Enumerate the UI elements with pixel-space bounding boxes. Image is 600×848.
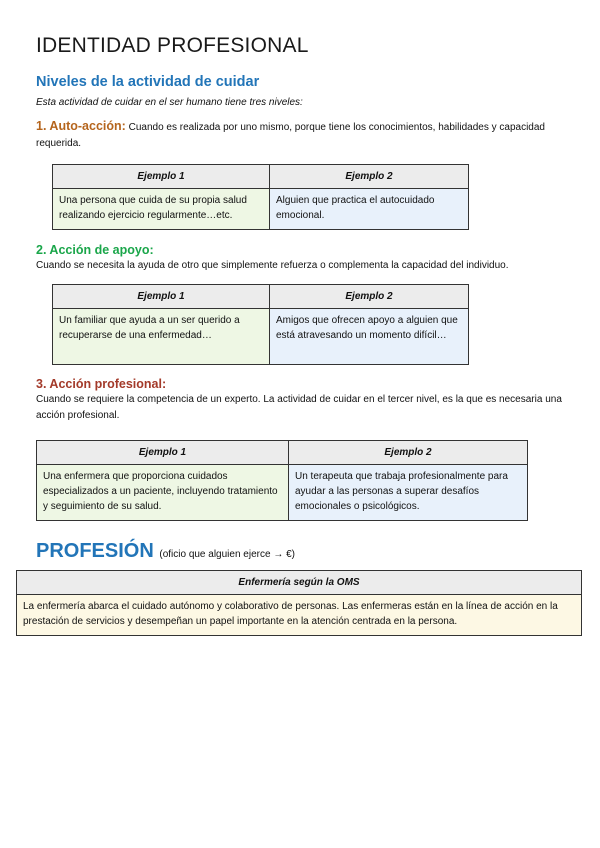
profesion-subtitle: (oficio que alguien ejerce → €)	[159, 549, 295, 560]
example-cell: Una enfermera que proporciona cuidados especializados a un paciente, incluyendo tratamiento y seguimiento de su salud.	[37, 465, 289, 521]
example-cell: Un terapeuta que trabaja profesionalmente para ayudar a las personas a superar desafíos emocionales o psicológicos.	[289, 465, 528, 521]
table-header: Ejemplo 1	[37, 441, 289, 465]
example-cell: Amigos que ofrecen apoyo a alguien que está atravesando un momento difícil…	[270, 309, 469, 365]
profesion-heading	[36, 540, 295, 563]
example-cell: Una persona que cuida de su propia salud realizando ejercicio regularmente…etc.	[53, 189, 270, 230]
level-1-text: Cuando es realizada por uno mismo, porque tiene los conocimientos, habilidades y capacidad requerida.	[36, 122, 545, 149]
section-intro: Esta actividad de cuidar en el ser humano tiene tres niveles:	[36, 97, 303, 108]
level-3-table	[36, 440, 528, 521]
oms-table-header: Enfermería según la OMS	[17, 571, 582, 595]
level-3-label: 3. Acción profesional:	[36, 377, 167, 391]
example-cell: Alguien que practica el autocuidado emocional.	[270, 189, 469, 230]
table-header: Ejemplo 2	[289, 441, 528, 465]
oms-table	[16, 570, 582, 636]
level-1-label: 1. Auto-acción:	[36, 119, 126, 133]
level-2-text: Cuando se necesita la ayuda de otro que simplemente refuerza o complementa la capacidad del individuo.	[36, 260, 509, 271]
table-header: Ejemplo 2	[270, 165, 469, 189]
level-1-table	[52, 164, 469, 230]
table-header: Ejemplo 1	[53, 165, 270, 189]
table-header: Ejemplo 1	[53, 285, 270, 309]
level-1-paragraph	[36, 118, 564, 152]
level-2-label: 2. Acción de apoyo:	[36, 243, 154, 257]
level-3-text: Cuando se requiere la competencia de un experto. La actividad de cuidar en el tercer nivel, es la que es necesaria una acción profesional.	[36, 394, 562, 421]
oms-definition: La enfermería abarca el cuidado autónomo y colaborativo de personas. Las enfermeras están en la línea de acción en la prestación de servicios y desempeñan un papel importante en la atención centrada en la persona.	[17, 595, 582, 636]
section-heading: Niveles de la actividad de cuidar	[36, 74, 260, 90]
page-title: IDENTIDAD PROFESIONAL	[36, 34, 309, 57]
table-header: Ejemplo 2	[270, 285, 469, 309]
level-3-paragraph	[36, 376, 564, 424]
level-2-paragraph	[36, 242, 576, 274]
profesion-title: PROFESIÓN	[36, 540, 154, 562]
example-cell: Un familiar que ayuda a un ser querido a recuperarse de una enfermedad…	[53, 309, 270, 365]
level-2-table	[52, 284, 469, 365]
